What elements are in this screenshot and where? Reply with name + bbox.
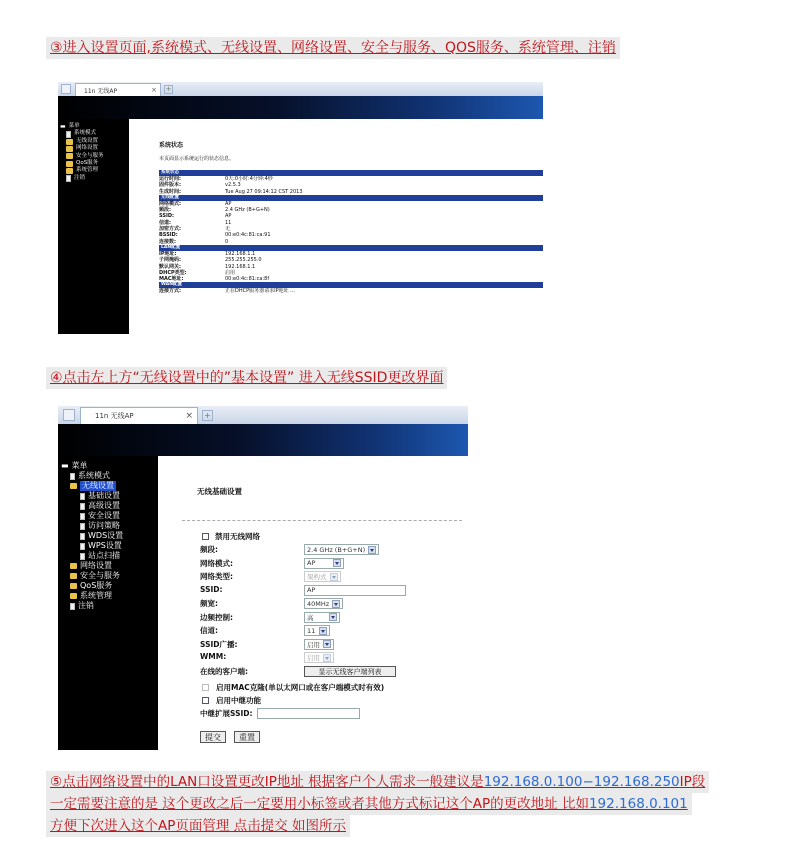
band-label: 频段: <box>200 545 218 554</box>
ip-example-text: 192.168.0.101 <box>588 796 688 812</box>
chevron-down-icon <box>319 627 327 635</box>
mac-clone-label: 启用MAC克隆(单以太网口或在客户端模式时有效) <box>216 683 385 692</box>
page-icon <box>70 473 75 480</box>
net-type-row <box>200 571 466 585</box>
section-header: LAN配置 <box>159 245 543 251</box>
new-tab-icon[interactable]: + <box>202 410 213 421</box>
menu-item-admin[interactable]: 系统管理 <box>61 591 158 601</box>
menu-item-security-settings[interactable]: 安全设置 <box>61 511 158 521</box>
status-row: 子网掩码: 255.255.255.0 <box>159 257 262 264</box>
tab-close-icon[interactable]: × <box>185 411 193 421</box>
ssid-input[interactable]: AP <box>304 585 406 596</box>
ext-ssid-row <box>200 708 360 719</box>
chevron-down-icon <box>333 559 341 567</box>
mode-select[interactable]: AP <box>304 558 344 569</box>
band-select[interactable]: 2.4 GHz (B+G+N) <box>304 544 379 555</box>
status-row: 频段: 2.4 GHz (B+G+N) <box>159 207 270 214</box>
screenshot-wireless-basic <box>58 406 468 750</box>
status-row: SSID: AP <box>159 213 232 220</box>
bandwidth-label: 频宽: <box>200 599 218 608</box>
sideband-label: 边频控制: <box>200 612 233 622</box>
status-row: 信道: 11 <box>159 219 232 226</box>
menu-item-basic-settings[interactable]: 基础设置 <box>61 491 158 501</box>
menu-item-advanced-settings[interactable]: 高级设置 <box>61 501 158 511</box>
channel-select[interactable]: 11 <box>304 625 330 636</box>
menu-title: ▬ 菜单 <box>61 461 88 470</box>
step5-line3: 方便下次进入这个AP页面管理 点击提交 如图所示 <box>46 815 350 837</box>
section-header: 无线配置 <box>159 195 543 201</box>
wmm-select[interactable]: 启用 <box>304 652 334 663</box>
folder-open-icon <box>70 483 77 489</box>
router-banner <box>58 96 543 119</box>
ssid-broadcast-row <box>200 639 466 653</box>
browser-tab-bar <box>58 406 468 425</box>
page-icon <box>80 513 85 520</box>
menu-item-wds[interactable]: WDS设置 <box>61 531 158 541</box>
channel-row <box>200 625 466 639</box>
menu-item-security[interactable]: 安全与服务 <box>60 153 129 160</box>
status-row: MAC地址: 00:e0:4c:81:ca:8f <box>159 276 270 283</box>
clients-label: 在线的客户端: <box>200 666 248 676</box>
menu-title: ▬ 菜单 <box>60 123 80 130</box>
folder-icon <box>66 161 73 167</box>
sidebar-menu <box>58 456 158 750</box>
clients-row <box>200 666 466 680</box>
status-row: IP地址: 192.168.1.1 <box>159 250 256 257</box>
folder-icon <box>66 153 73 159</box>
browser-tab[interactable] <box>75 83 161 96</box>
menu-item-admin[interactable]: 系统管理 <box>60 167 129 174</box>
status-row: 生成时间: Tue Aug 27 09:14:12 CST 2013 <box>159 188 303 195</box>
menu-item-logout[interactable]: 注销 <box>61 601 158 611</box>
status-row: BSSID: 00:e0:4c:81:ca:91 <box>159 232 271 239</box>
disable-wireless-label: 禁用无线网络 <box>215 532 260 541</box>
page-icon <box>66 131 71 138</box>
net-type-label: 网络类型: <box>200 572 233 581</box>
screenshot-status-page <box>58 82 543 334</box>
wireless-form <box>200 544 466 680</box>
browser-tab[interactable] <box>80 407 198 424</box>
page-title: 无线基础设置 <box>197 487 242 496</box>
menu-item-network[interactable]: 网络设置 <box>61 561 158 571</box>
status-row: DHCP类型: 启用 <box>159 269 236 276</box>
status-row: 网络模式: AP <box>159 200 232 207</box>
menu-item-wireless[interactable]: 无线设置 <box>60 138 129 145</box>
menu-item-qos[interactable]: QoS服务 <box>61 581 158 591</box>
menu-item-wps[interactable]: WPS设置 <box>61 541 158 551</box>
status-row: 运行时间: 0天:0小时:4分钟:4秒 <box>159 176 273 182</box>
menu-item-qos[interactable]: QoS服务 <box>60 160 129 167</box>
menu-item-access-policy[interactable]: 访问策略 <box>61 521 158 531</box>
submit-button[interactable]: 提交 <box>200 731 226 743</box>
ssid-label: SSID: <box>200 584 223 594</box>
folder-icon <box>70 593 77 599</box>
page-description: 本页面显示系统运行的状态信息。 <box>159 156 235 162</box>
bandwidth-row <box>200 598 466 612</box>
status-row: 固件版本: v2.5.3 <box>159 182 241 189</box>
chevron-down-icon <box>330 573 338 581</box>
wmm-row <box>200 652 466 666</box>
menu-item-logout[interactable]: 注销 <box>60 175 129 182</box>
chevron-down-icon <box>323 640 331 648</box>
channel-label: 信道: <box>200 626 218 635</box>
status-row: 连接方式: 正在DHCP服务器请求IP地址 ... <box>159 288 295 295</box>
folder-icon <box>66 146 73 152</box>
show-clients-button[interactable]: 显示无线客户端列表 <box>304 666 396 677</box>
folder-icon <box>70 583 77 589</box>
page-icon <box>66 175 71 182</box>
new-tab-icon[interactable]: + <box>165 85 172 93</box>
browser-home-icon[interactable] <box>63 409 75 421</box>
wmm-label: WMM: <box>200 652 227 661</box>
repeater-label: 启用中继功能 <box>216 696 261 705</box>
step5-line2: 一定需要注意的是 这个更改之后一定要用小标签或者其他方式标记这个AP的更改地址 比如192.168.0.101 <box>46 793 692 815</box>
chevron-down-icon <box>323 654 331 662</box>
mode-label: 网络模式: <box>200 558 233 568</box>
mode-row <box>200 558 466 572</box>
ssid-row <box>200 585 466 599</box>
mac-clone-row <box>202 682 384 693</box>
step5-paragraph <box>46 771 709 837</box>
page-icon <box>80 533 85 540</box>
folder-icon <box>70 563 77 569</box>
mac-clone-checkbox[interactable] <box>202 684 209 691</box>
ssid-broadcast-select[interactable]: 启用 <box>304 639 334 650</box>
ext-ssid-input[interactable] <box>257 708 360 719</box>
section-header: 系统状态 <box>159 170 543 176</box>
divider <box>182 520 462 521</box>
sideband-select[interactable]: 高 <box>304 612 340 623</box>
reset-button[interactable]: 重置 <box>234 731 260 743</box>
page-icon <box>80 543 85 550</box>
sidebar-menu <box>58 119 129 334</box>
sideband-row <box>200 612 466 626</box>
browser-tab-bar <box>58 82 543 97</box>
tab-title: 11n 无线AP <box>84 87 118 95</box>
folder-icon <box>70 573 77 579</box>
status-row: 加密方式: 无 <box>159 226 231 233</box>
page-icon <box>80 493 85 500</box>
step5-line1: ⑤点击网络设置中的LAN口设置更改IP地址 根据客户个人需求一般建议是192.168.0.100−192.168.250IP段 <box>46 771 709 793</box>
bandwidth-select[interactable]: 40MHz <box>304 598 343 609</box>
status-table <box>159 170 543 295</box>
menu-item-network[interactable]: 网络设置 <box>60 145 129 152</box>
form-buttons <box>200 731 260 743</box>
disable-wireless-row <box>202 531 260 542</box>
tab-title: 11n 无线AP <box>95 412 134 420</box>
status-row: 连接数: 0 <box>159 238 229 245</box>
status-row: 默认网关: 192.168.1.1 <box>159 263 256 270</box>
page-title: 系统状态 <box>159 142 184 149</box>
disable-wireless-checkbox[interactable] <box>202 533 209 540</box>
ext-ssid-label: 中继扩展SSID: <box>200 709 253 718</box>
menu-item-security[interactable]: 安全与服务 <box>61 571 158 581</box>
band-row <box>200 544 466 558</box>
router-banner <box>58 424 468 456</box>
ssid-broadcast-label: SSID广播: <box>200 639 238 649</box>
menu-item-system-mode[interactable]: 系统模式 <box>60 130 129 137</box>
net-type-select[interactable]: 架构式 <box>304 571 341 582</box>
section-header: WAN配置 <box>159 282 543 288</box>
repeater-checkbox[interactable] <box>202 697 209 704</box>
folder-icon <box>66 139 73 145</box>
page-icon <box>80 523 85 530</box>
page-icon <box>80 553 85 560</box>
chevron-down-icon <box>332 600 340 608</box>
menu-item-wireless[interactable]: 无线设置 <box>61 481 158 491</box>
browser-home-icon[interactable] <box>61 84 71 94</box>
page-icon <box>70 603 75 610</box>
tab-close-icon[interactable]: × <box>151 86 157 94</box>
ip-range-text: 192.168.0.100−192.168.250 <box>483 774 680 790</box>
chevron-down-icon <box>368 546 376 554</box>
menu-item-system-mode[interactable]: 系统模式 <box>61 471 158 481</box>
chevron-down-icon <box>329 613 337 621</box>
folder-icon <box>66 168 73 174</box>
step4-heading: ④点击左上方“无线设置中的”基本设置” 进入无线SSID更改界面 <box>46 367 447 389</box>
repeater-row <box>202 695 261 706</box>
menu-item-site-survey[interactable]: 站点扫描 <box>61 551 158 561</box>
page-icon <box>80 503 85 510</box>
step3-heading: ③进入设置页面,系统模式、无线设置、网络设置、安全与服务、QOS服务、系统管理、注销 <box>46 37 620 59</box>
